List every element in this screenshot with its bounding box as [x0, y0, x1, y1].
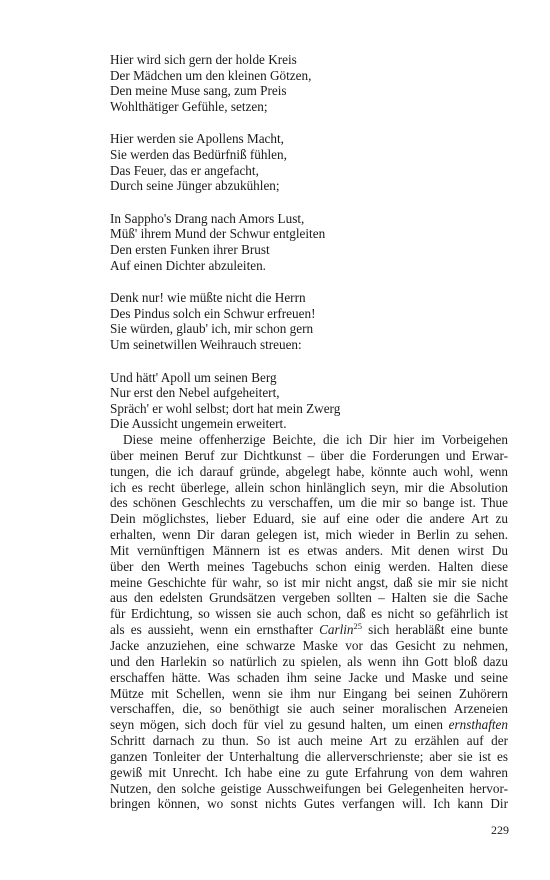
verse-line: Durch seine Jünger abzukühlen;: [110, 178, 280, 194]
verse-line: Nur erst den Nebel aufgeheitert,: [110, 385, 280, 401]
verse-line: Der Mädchen um den kleinen Götzen,: [110, 67, 312, 83]
prose-line: aus den edelsten Grundsätzen vergeben sollten – Halten sie die Sache: [110, 590, 508, 606]
stanza: [110, 131, 510, 193]
stanza: [110, 52, 510, 114]
verse-line: Sie würden, glaub' ich, mir schon gern: [110, 321, 314, 337]
carlin-name: Carlin: [319, 622, 354, 638]
verse-line: Auf einen Dichter abzuleiten.: [110, 257, 266, 273]
stanza: [110, 290, 510, 352]
prose-line: Schritt darnach zu thun. So ist auch meine Art zu erzählen auf der: [110, 733, 508, 749]
verse-line: Wohlthätiger Gefühle, setzen;: [110, 98, 268, 114]
prose-line: Jacke anzuziehen, eine schwarze Maske vor das Gesicht zu nehmen,: [110, 637, 508, 653]
verse-line: Denk nur! wie müßte nicht die Herrn: [110, 290, 306, 306]
prose-line: ich es recht überlege, allein schon hinlänglich seyn, mir die Absolution: [110, 479, 508, 495]
prose-line: Mit vernünftigen Männern ist es etwas anders. Mit denen wirst Du: [110, 542, 508, 558]
prose-line: verschaffen, die, so benöthigt sie auch seiner moralischen Arzeneien: [110, 701, 508, 717]
prose-line: über meinen Beruf zur Dichtkunst – über die Forderungen und Erwar-: [110, 447, 508, 463]
footnote-ref-25[interactable]: 25: [353, 621, 363, 632]
prose-paragraph: [110, 432, 508, 812]
prose-segment: als es aussieht, wenn ein ernsthafter: [110, 622, 313, 638]
verse-line: Hier werden sie Apollens Macht,: [110, 131, 284, 147]
verse-line: Das Feuer, das er angefacht,: [110, 162, 259, 178]
verse-line: In Sappho's Drang nach Amors Lust,: [110, 210, 305, 226]
prose-line: ganzen Tonleiter der Unterhaltung die allerverschrienste; aber sie ist es: [110, 748, 508, 764]
prose-line: bringen können, wo sonst nichts Gutes verfangen will. Ich kann Dir: [110, 796, 508, 812]
prose-line: meine Geschichte für wahr, so ist mir nicht angst, daß sie mir sie nicht: [110, 574, 508, 590]
stanza: [110, 211, 510, 273]
verse-line: Sie werden das Bedürfniß fühlen,: [110, 146, 287, 162]
verse-line: Des Pindus solch ein Schwur erfreuen!: [110, 305, 316, 321]
poem: [110, 52, 510, 449]
prose-line: Nutzen, den solche geistige Ausschweifungen bei Gelegenheiten hervor-: [110, 780, 508, 796]
prose-line: Dein möglichstes, lieber Eduard, sie auf eine oder die andere Art zu: [110, 511, 508, 527]
prose-line: erhalten, wenn Dir daran gelegen ist, mich wieder in Berlin zu sehen.: [110, 527, 508, 543]
prose-line: Diese meine offenherzige Beichte, die ich Dir hier im Vorbeigehen: [123, 432, 508, 447]
prose-line: und den Harlekin so natürlich zu spielen, als wenn ihn Gott bloß dazu: [110, 653, 508, 669]
verse-line: Um seinetwillen Weihrauch streuen:: [110, 336, 302, 352]
verse-line: Die Aussicht ungemein erweitert.: [110, 416, 287, 432]
verse-line: Und hätt' Apoll um seinen Berg: [110, 369, 277, 385]
prose-line: gewiß mit Unrecht. Ich habe eine zu gute Erfahrung von dem wahren: [110, 764, 508, 780]
prose-line: des schönen Geschlechts zu verschaffen, um die mir so bange ist. Thue: [110, 495, 508, 511]
prose-line: erschaffen hätte. Was schaden ihm seine Jacke und Maske und seine: [110, 669, 508, 685]
prose-segment: seyn mögen, sich doch für viel zu gesund halten, um einen: [110, 717, 443, 733]
verse-line: Den meine Muse sang, zum Preis: [110, 83, 287, 99]
ernsthaften-word: ernsthaften: [448, 717, 508, 733]
prose-line: über den Werth meines Tagebuchs schon einig werden. Halten diese: [110, 558, 508, 574]
verse-line: Den ersten Funken ihrer Brust: [110, 241, 270, 257]
page-number: 229: [491, 823, 509, 837]
prose-line-carlin: [110, 622, 508, 638]
prose-segment: sich herabläßt eine bunte: [368, 622, 509, 638]
prose-line: für Erdichtung, so wissen sie auch schon, daß es nicht so gefährlich ist: [110, 606, 508, 622]
verse-line: Spräch' er wohl selbst; dort hat mein Zwerg: [110, 400, 341, 416]
prose-line: tungen, die ich darauf gründe, abgelegt habe, könnte auch wohl, wenn: [110, 463, 508, 479]
prose-line: Mütze mit Schellen, wenn sie ihm nur Eingang bei seinen Zuhörern: [110, 685, 508, 701]
stanza: [110, 370, 510, 432]
verse-line: Müß' ihrem Mund der Schwur entgleiten: [110, 226, 326, 242]
prose-line-ernsthaften: [110, 717, 508, 733]
verse-line: Hier wird sich gern der holde Kreis: [110, 52, 297, 67]
